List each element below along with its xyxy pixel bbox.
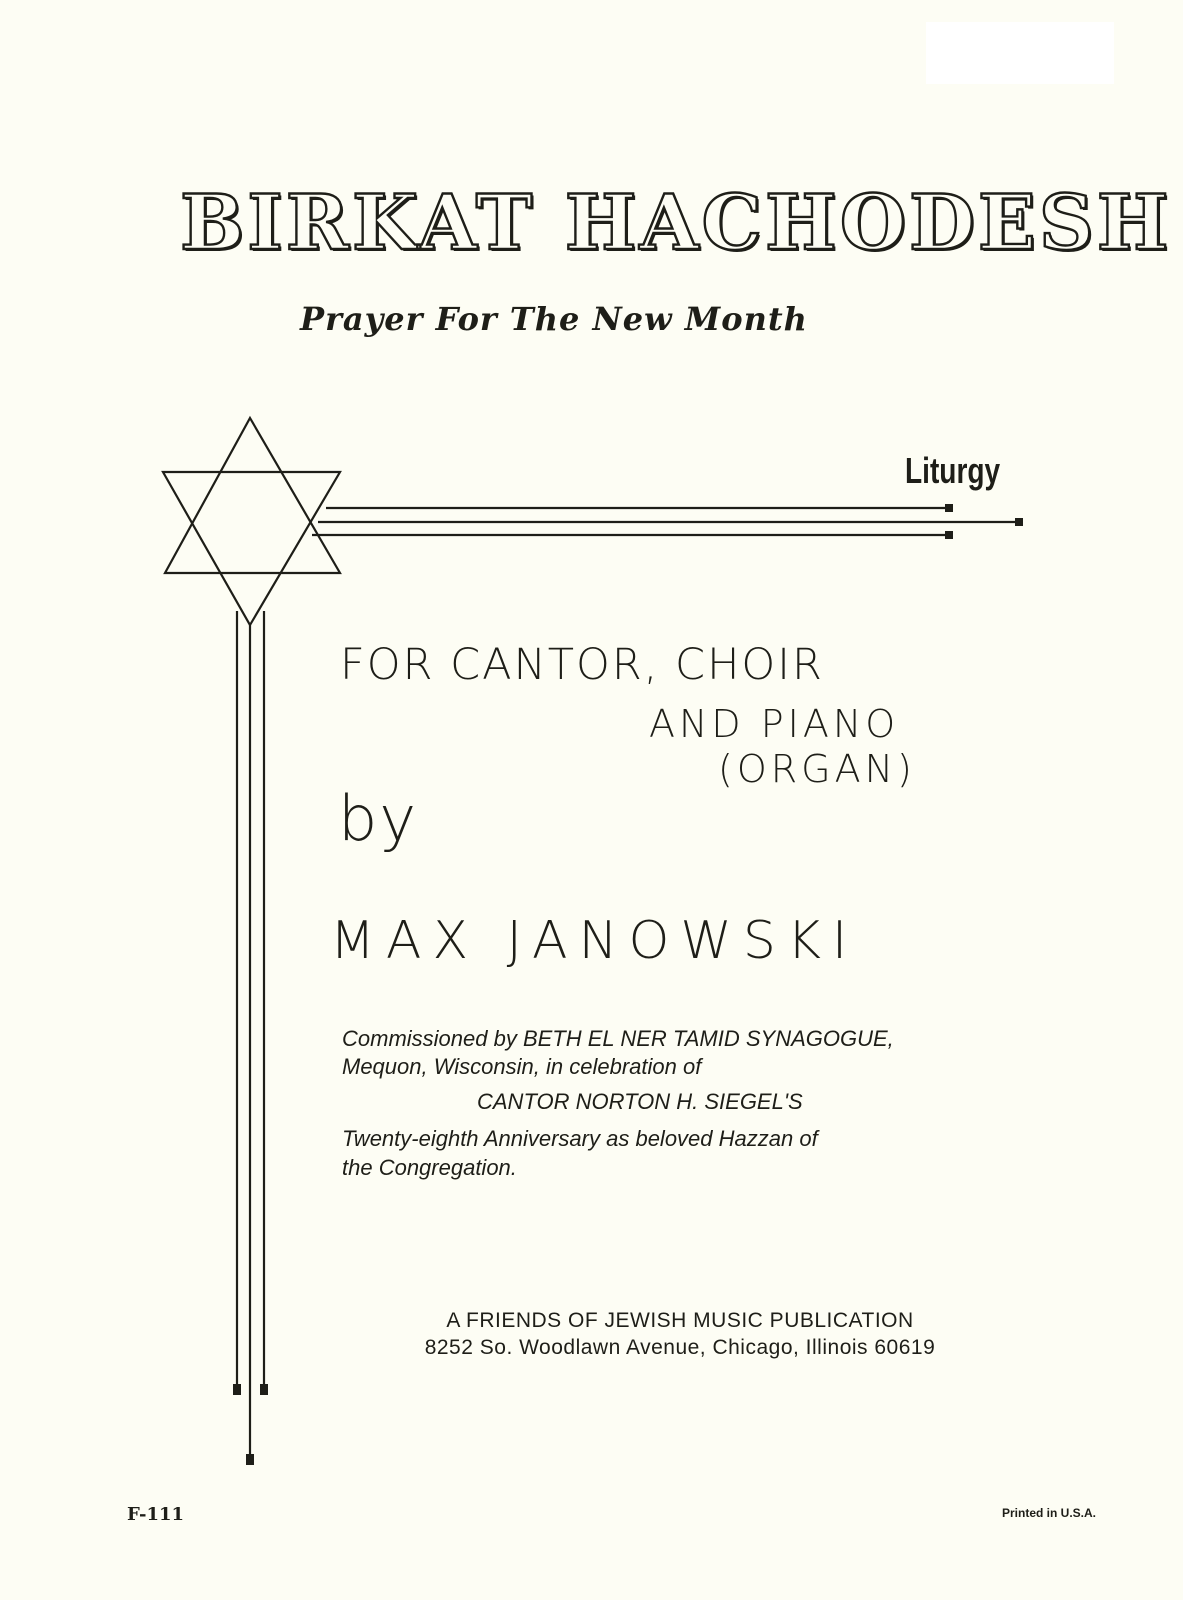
star-triangle-down [163,472,340,625]
rule-end [233,1384,241,1395]
dedication-line-3: CANTOR NORTON H. SIEGEL'S [477,1089,803,1114]
by-label: by [338,782,419,855]
rule-end [945,504,953,512]
instrumentation-line-3: (ORGAN) [718,747,916,791]
vertical-rules [237,611,264,1460]
rule-end [260,1384,268,1395]
catalog-number: F-111 [127,1504,185,1525]
dedication-line-5: the Congregation. [342,1155,517,1180]
star-of-david-icon [163,418,340,625]
rule-end [246,1454,254,1465]
rule-end [945,531,953,539]
page-title: BIRKAT HACHODESH [180,178,1172,267]
dedication-line-1: Commissioned by BETH EL NER TAMID SYNAGOGUE, [342,1026,894,1051]
star-triangle-up [165,418,340,573]
dedication-line-2: Mequon, Wisconsin, in celebration of [342,1054,702,1079]
instrumentation-line-2: AND PIANO [649,702,900,746]
composer-name: MAX JANOWSKI [330,911,859,971]
horizontal-rules [312,508,1020,535]
rule-end [1015,518,1023,526]
instrumentation-line-1: FOR CANTOR, CHOIR [340,640,824,690]
subtitle: Prayer For The New Month [300,300,808,338]
category-label: Liturgy [905,450,1001,491]
dedication-line-4: Twenty-eighth Anniversary as beloved Hazzan of [342,1126,818,1151]
publisher-name: A FRIENDS OF JEWISH MUSIC PUBLICATION [446,1309,914,1332]
printed-in-label: Printed in U.S.A. [1002,1506,1097,1520]
publisher-address: 8252 So. Woodlawn Avenue, Chicago, Illinois 60619 [424,1336,936,1359]
